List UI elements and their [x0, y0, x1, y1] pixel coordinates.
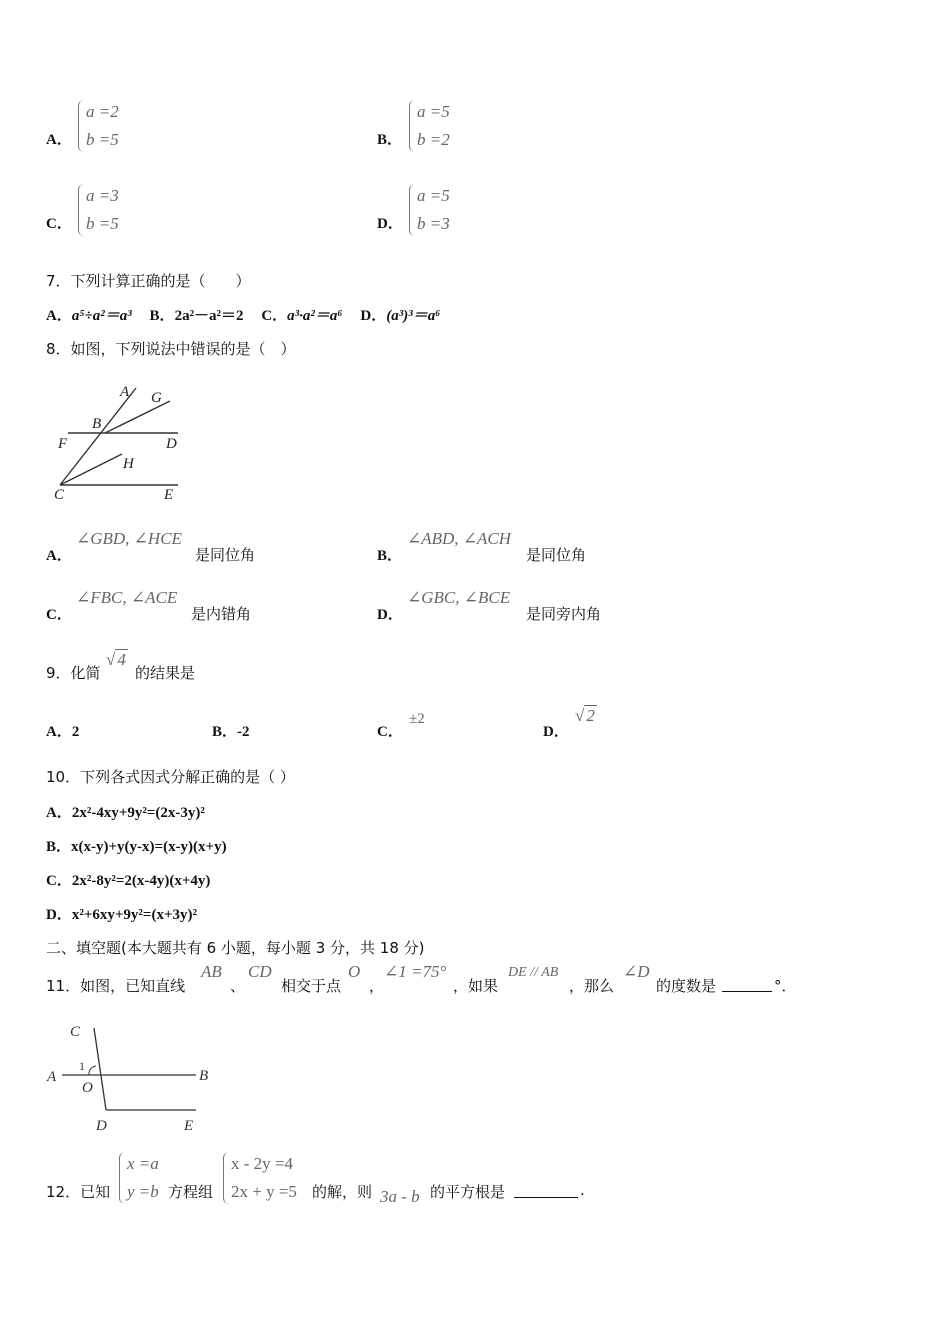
- q7-option-b-expr: 2a²－a²＝2: [174, 308, 244, 324]
- q9-option-d-radical: √ 2: [575, 706, 595, 725]
- brace-icon: [119, 1152, 126, 1204]
- q8-option-c-text: 是内错角: [191, 605, 252, 623]
- q11-math-d: ∠D: [623, 962, 650, 981]
- q12-text-4: 的平方根是: [430, 1183, 506, 1201]
- q9-option-c-math: ±2: [409, 711, 425, 727]
- q8-option-c-math: ∠FBC, ∠ACE: [76, 588, 178, 607]
- q11-label-c: C: [70, 1024, 81, 1040]
- q6-option-d-system: a =5 b =3: [417, 182, 450, 238]
- q6-option-a-label: A．: [46, 132, 72, 148]
- q12-text-1: 12．已知: [46, 1183, 111, 1201]
- q8-label-d: D: [166, 436, 177, 452]
- q12-text-2: 方程组: [168, 1183, 214, 1201]
- q6-option-a-system: a =2 b =5: [86, 98, 119, 154]
- brace-icon: [223, 1152, 230, 1204]
- q11-figure: [44, 1018, 224, 1136]
- q6-option-c-system: a =3 b =5: [86, 182, 119, 238]
- q12-system-solution: x =a y =b: [127, 1150, 159, 1206]
- q11-label-b: B: [199, 1068, 209, 1084]
- q8-label-a: A: [120, 384, 130, 400]
- q8-label-c: C: [54, 487, 65, 503]
- q12-system-equations: x - 2y =4 2x + y =5: [231, 1150, 297, 1206]
- q8-label-g: G: [151, 390, 162, 406]
- brace-icon: [409, 184, 416, 236]
- q8-option-b-math: ∠ABD, ∠ACH: [407, 529, 512, 548]
- q8-option-c-label: C．: [46, 607, 72, 623]
- q8-option-b-label: B．: [377, 548, 403, 564]
- sqrt-icon: √: [575, 706, 585, 725]
- q11-text-7: 的度数是: [656, 977, 717, 995]
- q11-text-2: 、: [230, 977, 246, 995]
- q7-option-a-expr: a⁵÷a²＝a³: [71, 308, 132, 324]
- q8-option-b-text: 是同位角: [526, 546, 587, 564]
- q7-stem: 7．下列计算正确的是（ ）: [46, 272, 251, 290]
- q12-text-3: 的解，则: [312, 1183, 373, 1201]
- q9-stem-pre: 9．化简: [46, 664, 101, 682]
- q12-math-expr: 3a - b: [380, 1187, 420, 1206]
- q11-label-1: 1: [79, 1059, 85, 1073]
- q8-option-a-text: 是同位角: [195, 546, 256, 564]
- q11-label-a: A: [47, 1069, 57, 1085]
- q11-math-o: O: [348, 962, 361, 981]
- q9-stem-post: 的结果是: [135, 664, 196, 682]
- q11-text-4: ，: [369, 977, 385, 995]
- q11-text-6: ，那么: [569, 977, 615, 995]
- brace-icon: [78, 100, 85, 152]
- q8-option-d-text: 是同旁内角: [526, 605, 602, 623]
- q8-option-d-math: ∠GBC, ∠BCE: [407, 588, 511, 607]
- q12-text-5: .: [580, 1181, 585, 1199]
- q7-option-c-expr: a³·a²＝a⁶: [287, 308, 343, 324]
- q8-option-a-label: A．: [46, 548, 72, 564]
- q10-option-d: D．x²+6xy+9y²=(x+3y)²: [46, 907, 198, 923]
- q9-option-a: A．2: [46, 724, 80, 740]
- q7-options: A．a⁵÷a²＝a³ B．2a²－a²＝2 C．a³·a²＝a⁶ D．(a³)³＝a⁶: [46, 308, 441, 324]
- q6-option-c-label: C．: [46, 216, 72, 232]
- q8-label-h: H: [123, 456, 134, 472]
- sqrt-icon: √: [106, 650, 116, 669]
- q9-option-d-label: D．: [543, 724, 569, 740]
- q11-math-cd: CD: [248, 962, 272, 981]
- q11-math-parallel: DE // AB: [508, 965, 559, 980]
- q11-text-1: 11．如图，已知直线: [46, 977, 186, 995]
- section-heading: 二、填空题(本大题共有 6 小题，每小题 3 分，共 18 分): [46, 939, 425, 957]
- brace-icon: [409, 100, 416, 152]
- q8-figure: [50, 378, 200, 506]
- q8-option-a-math: ∠GBD, ∠HCE: [76, 529, 182, 548]
- q6-option-b-label: B．: [377, 132, 403, 148]
- q11-math-ab: AB: [201, 962, 222, 981]
- q10-stem: 10．下列各式因式分解正确的是（ ）: [46, 768, 295, 786]
- q8-label-e: E: [164, 487, 174, 503]
- q9-option-c-label: C．: [377, 724, 403, 740]
- q9-radical: √ 4: [106, 650, 126, 669]
- q11-text-5: ，如果: [453, 977, 499, 995]
- brace-icon: [78, 184, 85, 236]
- q8-option-d-label: D．: [377, 607, 403, 623]
- q8-label-b: B: [92, 416, 102, 432]
- q11-label-e: E: [184, 1118, 194, 1134]
- q11-text-3: 相交于点: [281, 977, 342, 995]
- q12-answer-blank[interactable]: [514, 1181, 578, 1198]
- q10-option-b: B．x(x-y)+y(y-x)=(x-y)(x+y): [46, 839, 227, 855]
- q11-answer-blank[interactable]: [722, 975, 772, 992]
- q10-option-c: C．2x²-8y²=2(x-4y)(x+4y): [46, 873, 211, 889]
- q6-option-b-system: a =5 b =2: [417, 98, 450, 154]
- q8-stem: 8．如图，下列说法中错误的是（ ）: [46, 340, 296, 358]
- q8-label-f: F: [58, 436, 68, 452]
- q9-option-b: B．-2: [212, 724, 250, 740]
- q7-option-d-expr: (a³)³＝a⁶: [386, 308, 441, 324]
- q10-option-a: A．2x²-4xy+9y²=(2x-3y)²: [46, 805, 205, 821]
- q11-text-8: °．: [774, 977, 797, 995]
- q11-label-d: D: [96, 1118, 107, 1134]
- q11-math-angle: ∠1 =75°: [384, 962, 447, 981]
- q6-option-d-label: D．: [377, 216, 403, 232]
- q11-label-o: O: [82, 1080, 93, 1096]
